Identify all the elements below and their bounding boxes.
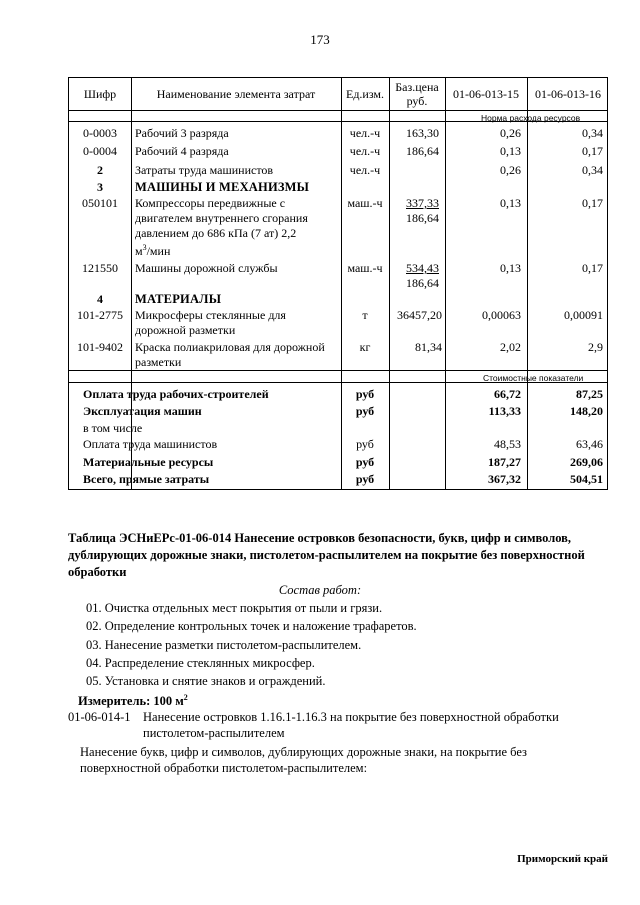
header-col2: 01-06-013-16 bbox=[535, 87, 601, 101]
labor-unit: чел.-ч bbox=[349, 126, 381, 140]
section-title-line: обработки bbox=[68, 565, 127, 579]
labor-v1: 0,26 bbox=[500, 126, 521, 140]
unit-rest: /мин bbox=[146, 244, 171, 258]
item-line: Нанесение островков 1.16.1-1.16.3 на покрытие без поверхностной обработки bbox=[143, 710, 559, 724]
driver-v2: 0,34 bbox=[582, 163, 603, 177]
labor-name: Рабочий 4 разряда bbox=[135, 144, 229, 158]
cost-caption: Стоимостные показатели bbox=[483, 373, 584, 383]
measure-label: Измеритель: 100 м bbox=[78, 694, 184, 709]
work-item: 01. Очистка отдельных мест покрытия от пыли и грязи. bbox=[86, 601, 383, 615]
cost-total-v2: 504,51 bbox=[570, 472, 603, 486]
machine-v2: 0,17 bbox=[582, 196, 603, 210]
machines-section-code: 3 bbox=[97, 180, 103, 194]
material-name-line: Микросферы стеклянные для bbox=[135, 308, 286, 322]
work-item: 02. Определение контрольных точек и наложение трафаретов. bbox=[86, 619, 417, 633]
material-unit: т bbox=[362, 308, 368, 322]
cost-workers-v2: 87,25 bbox=[576, 387, 603, 401]
work-item: 03. Нанесение разметки пистолетом-распылителем. bbox=[86, 638, 362, 652]
note-line: поверхностной обработки пистолетом-распылителем: bbox=[80, 761, 368, 775]
material-price: 81,34 bbox=[415, 340, 442, 354]
footer-region: Приморский край bbox=[517, 853, 608, 865]
header-name: Наименование элемента затрат bbox=[156, 87, 316, 101]
header-col1: 01-06-013-15 bbox=[453, 87, 519, 101]
labor-code: 0-0004 bbox=[83, 144, 117, 158]
item-line: пистолетом-распылителем bbox=[143, 726, 285, 740]
unit-sup: 3 bbox=[142, 243, 147, 252]
cost-machines-v1: 113,33 bbox=[488, 404, 521, 418]
machine-price2: 186,64 bbox=[406, 276, 439, 290]
cost-materials-unit: руб bbox=[355, 455, 375, 469]
cost-materials-v1: 187,27 bbox=[488, 455, 521, 469]
section-title-line: дублирующих дорожные знаки, пистолетом-распылителем на покрытие без поверхностной bbox=[68, 548, 585, 562]
header-price-line2: руб. bbox=[406, 94, 428, 108]
section-title-line: Таблица ЭСНиЕРс-01-06-014 Нанесение островков безопасности, букв, цифр и символов, bbox=[68, 531, 572, 545]
labor-v2: 0,17 bbox=[582, 144, 603, 158]
material-name-line: дорожной разметки bbox=[135, 323, 236, 337]
item-code: 01-06-014-1 bbox=[68, 710, 131, 724]
driver-name: Затраты труда машинистов bbox=[135, 163, 274, 177]
labor-code: 0-0003 bbox=[83, 126, 117, 140]
cost-drivers-v2: 63,46 bbox=[576, 437, 603, 451]
machine-unit: маш.-ч bbox=[347, 261, 383, 275]
cost-machines-v2: 148,20 bbox=[570, 404, 603, 418]
machine-name-line: Компрессоры передвижные с bbox=[135, 196, 286, 210]
material-name-line: разметки bbox=[135, 355, 182, 369]
cost-machines-unit: руб bbox=[355, 404, 375, 418]
header-price-line1: Баз.цена bbox=[395, 80, 439, 94]
material-unit: кг bbox=[359, 340, 371, 354]
cost-materials-name: Материальные ресурсы bbox=[83, 455, 214, 469]
material-code: 101-9402 bbox=[77, 340, 123, 354]
header-unit: Ед.изм. bbox=[345, 87, 385, 101]
measure bbox=[78, 690, 188, 709]
machine-unit: маш.-ч bbox=[347, 196, 383, 210]
cost-workers-unit: руб bbox=[355, 387, 375, 401]
machine-name-line: двигателем внутреннего сгорания bbox=[135, 211, 308, 225]
driver-unit: чел.-ч bbox=[349, 163, 381, 177]
cost-workers-v1: 66,72 bbox=[494, 387, 521, 401]
cost-drivers-unit: руб bbox=[356, 437, 374, 451]
labor-price: 163,30 bbox=[406, 126, 439, 140]
driver-v1: 0,26 bbox=[500, 163, 521, 177]
material-price: 36457,20 bbox=[397, 308, 442, 322]
resource-cost-table bbox=[68, 77, 608, 490]
materials-section-title: МАТЕРИАЛЫ bbox=[135, 292, 222, 306]
work-item: 05. Установка и снятие знаков и ограждений. bbox=[86, 674, 326, 688]
work-item: 04. Распределение стеклянных микросфер. bbox=[86, 656, 315, 670]
material-code: 101-2775 bbox=[77, 308, 123, 322]
work-heading: Состав работ: bbox=[278, 583, 362, 597]
measure-sup: 2 bbox=[183, 693, 188, 702]
machine-code: 050101 bbox=[82, 196, 118, 210]
machine-code: 121550 bbox=[82, 261, 118, 275]
labor-v1: 0,13 bbox=[500, 144, 521, 158]
norm-caption: Норма расхода ресурсов bbox=[481, 113, 581, 123]
machine-name: Машины дорожной службы bbox=[135, 261, 278, 275]
cost-machines-name: Эксплуатация машин bbox=[83, 404, 202, 418]
labor-v2: 0,34 bbox=[582, 126, 603, 140]
machine-price2: 186,64 bbox=[406, 211, 439, 225]
machine-name-line: давлением до 686 кПа (7 ат) 2,2 bbox=[135, 226, 297, 240]
cost-total-v1: 367,32 bbox=[488, 472, 521, 486]
cost-materials-v2: 269,06 bbox=[570, 455, 603, 469]
machine-v2: 0,17 bbox=[582, 261, 603, 275]
cost-including: в том числе bbox=[83, 421, 143, 435]
material-v1: 2,02 bbox=[500, 340, 521, 354]
materials-section-code: 4 bbox=[97, 292, 103, 306]
material-v2: 0,00091 bbox=[564, 308, 603, 322]
machine-name-unit bbox=[135, 241, 170, 258]
driver-code: 2 bbox=[97, 163, 103, 177]
cost-drivers-v1: 48,53 bbox=[494, 437, 521, 451]
machine-price: 534,43 bbox=[406, 261, 439, 275]
labor-name: Рабочий 3 разряда bbox=[135, 126, 229, 140]
cost-workers-name: Оплата труда рабочих-строителей bbox=[83, 387, 269, 401]
header-code: Шифр bbox=[83, 87, 117, 101]
machine-v1: 0,13 bbox=[500, 196, 521, 210]
cost-total-unit: руб bbox=[355, 472, 375, 486]
material-name-line: Краска полиакриловая для дорожной bbox=[135, 340, 325, 354]
machines-section-title: МАШИНЫ И МЕХАНИЗМЫ bbox=[135, 180, 310, 194]
note-line: Нанесение букв, цифр и символов, дублирующих дорожные знаки, на покрытие без bbox=[80, 745, 527, 759]
cost-total-name: Всего, прямые затраты bbox=[83, 472, 210, 486]
machine-price: 337,33 bbox=[406, 196, 439, 210]
labor-unit: чел.-ч bbox=[349, 144, 381, 158]
machine-v1: 0,13 bbox=[500, 261, 521, 275]
cost-drivers-name: Оплата труда машинистов bbox=[83, 437, 218, 451]
page-number: 173 bbox=[310, 32, 330, 47]
material-v2: 2,9 bbox=[588, 340, 603, 354]
labor-price: 186,64 bbox=[406, 144, 439, 158]
material-v1: 0,00063 bbox=[482, 308, 521, 322]
unit-base: м bbox=[135, 244, 143, 258]
